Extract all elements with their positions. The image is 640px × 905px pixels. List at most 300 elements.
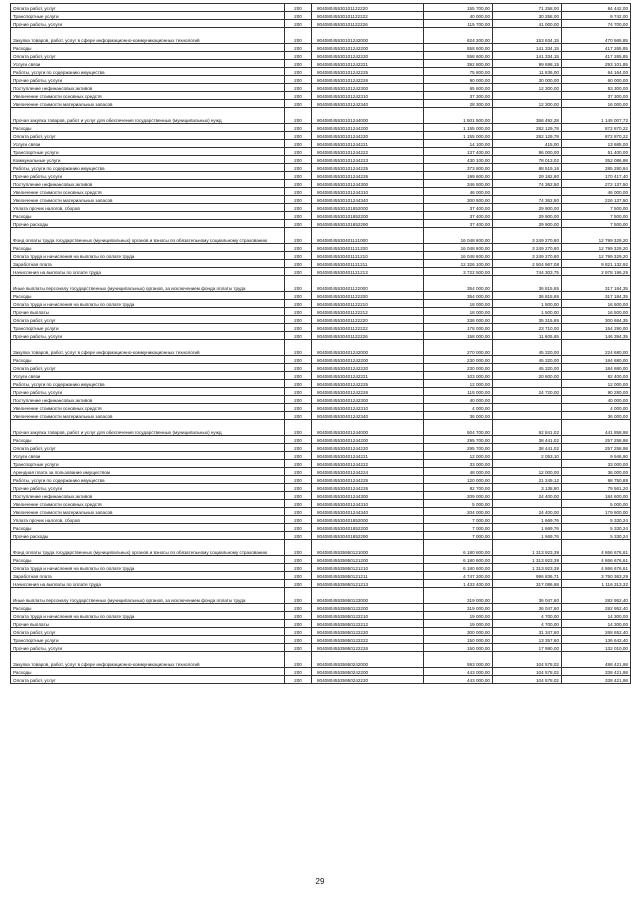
budget-execution-table <box>10 3 631 684</box>
approved-appropriations: 1 155 000,00 <box>424 132 493 140</box>
table-row <box>11 292 631 300</box>
line-item-name: Увеличение стоимости основных средств <box>11 92 285 100</box>
line-item-name: Заработная плата <box>11 260 285 268</box>
line-code: 200 <box>285 340 312 356</box>
line-item-name: Увеличение стоимости основных средств <box>11 404 285 412</box>
line-code: 200 <box>285 124 312 132</box>
line-item-name: Закупка товаров, работ, услуг в сфере информационно-коммуникационных технологий <box>11 28 285 44</box>
approved-appropriations: 14 100,00 <box>424 140 493 148</box>
line-code: 200 <box>285 68 312 76</box>
line-item-name: Прочие расходы <box>11 532 285 540</box>
budget-classification-code: 80408045530401121200 <box>312 244 424 252</box>
budget-classification-code: 80408045530101242220 <box>312 52 424 60</box>
approved-appropriations: 593 000,00 <box>424 652 493 668</box>
table-row <box>11 460 631 468</box>
approved-appropriations: 65 600,00 <box>424 84 493 92</box>
budget-classification-code: 80408045530401122200 <box>312 292 424 300</box>
table-row <box>11 452 631 460</box>
line-item-name: Оплата работ, услуг <box>11 676 285 684</box>
table-row <box>11 612 631 620</box>
budget-classification-code: 80408045530401242000 <box>312 340 424 356</box>
budget-classification-code: 80408045530401852200 <box>312 524 424 532</box>
budget-classification-code: 80408045530401122220 <box>312 316 424 324</box>
table-row <box>11 492 631 500</box>
approved-appropriations: 82 700,00 <box>424 484 493 492</box>
budget-classification-code: 80408045530401852290 <box>312 532 424 540</box>
line-code: 200 <box>285 44 312 52</box>
table-row <box>11 300 631 308</box>
budget-classification-code: 80408045535950122220 <box>312 628 424 636</box>
line-item-name: Поступление нефинансовых активов <box>11 396 285 404</box>
unexecuted-amount: 14 300,00 <box>562 620 631 628</box>
table-row <box>11 412 631 420</box>
line-item-name: Оплата труда и начисления на выплаты по оплате труда <box>11 252 285 260</box>
unexecuted-amount: 5 330,24 <box>562 532 631 540</box>
approved-appropriations: 37 400,00 <box>424 220 493 228</box>
budget-classification-code: 80408045530401244225 <box>312 476 424 484</box>
line-item-name: Поступление нефинансовых активов <box>11 492 285 500</box>
line-item-name: Услуги связи <box>11 60 285 68</box>
executed-amount: 74 362,50 <box>493 180 562 188</box>
approved-appropriations: 18 000,00 <box>424 300 493 308</box>
approved-appropriations: 178 000,00 <box>424 324 493 332</box>
approved-appropriations: 7 000,00 <box>424 516 493 524</box>
unexecuted-amount: 224 680,00 <box>562 340 631 356</box>
line-item-name: Увеличение стоимости основных средств <box>11 188 285 196</box>
line-item-name: Фонд оплаты труда государственных (муниципальных) органов и взносы по обязательному социальному страхованию <box>11 540 285 556</box>
line-item-name: Транспортные услуги <box>11 636 285 644</box>
line-item-name: Уплата прочих налогов, сборов <box>11 516 285 524</box>
budget-classification-code: 80408045530101242225 <box>312 68 424 76</box>
table-row <box>11 668 631 676</box>
approved-appropriations: 558 600,00 <box>424 52 493 60</box>
line-code: 200 <box>285 292 312 300</box>
table-row <box>11 172 631 180</box>
unexecuted-amount: 33 000,00 <box>562 460 631 468</box>
table-row <box>11 308 631 316</box>
unexecuted-amount: 154 290,00 <box>562 324 631 332</box>
unexecuted-amount: 5 000,00 <box>562 500 631 508</box>
executed-amount: 71 258,00 <box>493 4 562 12</box>
table-row <box>11 500 631 508</box>
table-row <box>11 340 631 356</box>
executed-amount: 23 710,00 <box>493 324 562 332</box>
approved-appropriations: 48 000,00 <box>424 468 493 476</box>
budget-classification-code: 80408045530101244200 <box>312 124 424 132</box>
line-code: 200 <box>285 316 312 324</box>
table-row <box>11 572 631 580</box>
budget-classification-code: 80408045530101242200 <box>312 44 424 52</box>
table-row <box>11 588 631 604</box>
budget-classification-code: 80408045530401122222 <box>312 324 424 332</box>
line-code: 200 <box>285 492 312 500</box>
table-row <box>11 644 631 652</box>
executed-amount: 1 669,76 <box>493 532 562 540</box>
line-item-name: Увеличение стоимости основных средств <box>11 500 285 508</box>
executed-amount: 24 400,00 <box>493 508 562 516</box>
line-item-name: Начисления на выплаты по оплате труда <box>11 580 285 588</box>
table-row <box>11 484 631 492</box>
table-row <box>11 108 631 124</box>
approved-appropriations: 354 000,00 <box>424 276 493 292</box>
executed-amount: 45 320,00 <box>493 340 562 356</box>
table-row <box>11 148 631 156</box>
line-item-name: Расходы <box>11 244 285 252</box>
line-code: 200 <box>285 156 312 164</box>
line-item-name: Расходы <box>11 356 285 364</box>
unexecuted-amount: 36 000,00 <box>562 468 631 476</box>
line-code: 200 <box>285 460 312 468</box>
table-row <box>11 76 631 84</box>
unexecuted-amount: 7 500,00 <box>562 220 631 228</box>
line-code: 200 <box>285 500 312 508</box>
budget-classification-code: 80408045530401242300 <box>312 396 424 404</box>
line-item-name: Прочая закупка товаров, работ и услуг для обеспечения государственных (муниципальных) нужд <box>11 108 285 124</box>
table-row <box>11 468 631 476</box>
budget-classification-code: 80408045535950122212 <box>312 620 424 628</box>
executed-amount: 153 634,15 <box>493 28 562 44</box>
line-code: 200 <box>285 508 312 516</box>
executed-amount: 1 313 923,39 <box>493 540 562 556</box>
budget-classification-code: 80408045530101852290 <box>312 220 424 228</box>
table-row <box>11 364 631 372</box>
approved-appropriations: 150 000,00 <box>424 644 493 652</box>
line-item-name: Расходы <box>11 556 285 564</box>
budget-classification-code: 80408045535950121210 <box>312 564 424 572</box>
executed-amount: 4 700,00 <box>493 620 562 628</box>
line-code: 200 <box>285 92 312 100</box>
budget-classification-code: 80408045530101244300 <box>312 180 424 188</box>
table-row <box>11 636 631 644</box>
line-code: 200 <box>285 140 312 148</box>
table-row <box>11 540 631 556</box>
unexecuted-amount: 84 442,00 <box>562 4 631 12</box>
approved-appropriations: 28 300,00 <box>424 100 493 108</box>
line-code: 200 <box>285 420 312 436</box>
line-item-name: Коммунальные услуги <box>11 156 285 164</box>
budget-classification-code: 80408045530101244000 <box>312 108 424 124</box>
approved-appropriations: 300 000,00 <box>424 628 493 636</box>
approved-appropriations: 209 000,00 <box>424 492 493 500</box>
table-row <box>11 52 631 60</box>
budget-classification-code: 80408045535950242000 <box>312 652 424 668</box>
approved-appropriations: 16 048 600,00 <box>424 244 493 252</box>
budget-classification-code: 80408045530401122212 <box>312 308 424 316</box>
budget-classification-code: 80408045535950122226 <box>312 644 424 652</box>
budget-classification-code: 80408045530101244221 <box>312 140 424 148</box>
approved-appropriations: 230 000,00 <box>424 364 493 372</box>
line-item-name: Прочие работы, услуги <box>11 484 285 492</box>
line-code: 200 <box>285 532 312 540</box>
budget-classification-code: 80408045530401242225 <box>312 380 424 388</box>
unexecuted-amount: 4 866 676,61 <box>562 540 631 556</box>
approved-appropriations: 319 000,00 <box>424 588 493 604</box>
unexecuted-amount: 98 750,88 <box>562 476 631 484</box>
line-code: 200 <box>285 300 312 308</box>
unexecuted-amount: 13 685,00 <box>562 140 631 148</box>
unexecuted-amount: 53 300,00 <box>562 84 631 92</box>
line-item-name: Расходы <box>11 668 285 676</box>
executed-amount: 12 000,00 <box>493 468 562 476</box>
budget-classification-code: 80408045535950122000 <box>312 588 424 604</box>
approved-appropriations: 346 500,00 <box>424 180 493 188</box>
executed-amount: 282 129,78 <box>493 124 562 132</box>
budget-classification-code: 80408045530401122226 <box>312 332 424 340</box>
approved-appropriations: 115 700,00 <box>424 20 493 28</box>
line-item-name: Оплата работ, услуг <box>11 132 285 140</box>
unexecuted-amount: 3 750 363,29 <box>562 572 631 580</box>
line-code: 200 <box>285 108 312 124</box>
unexecuted-amount: 146 394,35 <box>562 332 631 340</box>
executed-amount: 35 315,65 <box>493 316 562 324</box>
table-row <box>11 380 631 388</box>
unexecuted-amount: 282 952,40 <box>562 588 631 604</box>
executed-amount <box>493 92 562 100</box>
executed-amount: 1 313 923,39 <box>493 556 562 564</box>
unexecuted-amount: 184 600,00 <box>562 492 631 500</box>
approved-appropriations: 7 000,00 <box>424 532 493 540</box>
unexecuted-amount: 1 145 007,72 <box>562 108 631 124</box>
table-row <box>11 60 631 68</box>
budget-classification-code: 80408045535950122222 <box>312 636 424 644</box>
budget-classification-code: 80408045530401244200 <box>312 436 424 444</box>
approved-appropriations: 3 722 500,00 <box>424 268 493 276</box>
approved-appropriations: 558 600,00 <box>424 44 493 52</box>
line-code: 200 <box>285 324 312 332</box>
approved-appropriations: 1 155 000,00 <box>424 124 493 132</box>
approved-appropriations: 392 800,00 <box>424 60 493 68</box>
approved-appropriations: 204 000,00 <box>424 508 493 516</box>
line-code: 200 <box>285 652 312 668</box>
budget-classification-code: 80408045535950242200 <box>312 668 424 676</box>
executed-amount: 38 441,02 <box>493 444 562 452</box>
line-code: 200 <box>285 612 312 620</box>
unexecuted-amount: 272 137,50 <box>562 180 631 188</box>
executed-amount <box>493 412 562 420</box>
line-code: 200 <box>285 644 312 652</box>
budget-classification-code: 80408045530401244310 <box>312 500 424 508</box>
budget-classification-code: 80408045530101244220 <box>312 132 424 140</box>
line-item-name: Услуги связи <box>11 452 285 460</box>
unexecuted-amount: 60 000,00 <box>562 76 631 84</box>
line-item-name: Прочие работы, услуги <box>11 388 285 396</box>
executed-amount: 3 249 270,80 <box>493 244 562 252</box>
table-row <box>11 212 631 220</box>
line-code: 200 <box>285 260 312 268</box>
unexecuted-amount: 82 400,00 <box>562 372 631 380</box>
line-code: 200 <box>285 132 312 140</box>
approved-appropriations: 443 000,00 <box>424 668 493 676</box>
budget-classification-code: 80408045535950242220 <box>312 676 424 684</box>
line-item-name: Оплата работ, услуг <box>11 444 285 452</box>
line-code: 200 <box>285 580 312 588</box>
line-code: 200 <box>285 516 312 524</box>
budget-classification-code: 80408045530101242310 <box>312 92 424 100</box>
line-code: 200 <box>285 196 312 204</box>
unexecuted-amount: 136 642,40 <box>562 636 631 644</box>
line-code: 200 <box>285 540 312 556</box>
approved-appropriations: 46 000,00 <box>424 188 493 196</box>
line-item-name: Фонд оплаты труда государственных (муниципальных) органов и взносы по обязательному социальному страхованию <box>11 228 285 244</box>
line-code: 200 <box>285 468 312 476</box>
line-item-name: Оплата работ, услуг <box>11 628 285 636</box>
budget-classification-code: 80408045530401244222 <box>312 460 424 468</box>
line-code: 200 <box>285 220 312 228</box>
executed-amount: 21 249,12 <box>493 476 562 484</box>
line-code: 200 <box>285 372 312 380</box>
executed-amount: 141 334,15 <box>493 52 562 60</box>
unexecuted-amount: 338 421,98 <box>562 668 631 676</box>
approved-appropriations: 5 000,00 <box>424 500 493 508</box>
unexecuted-amount: 16 500,00 <box>562 308 631 316</box>
unexecuted-amount: 300 684,35 <box>562 316 631 324</box>
budget-classification-code: 80408045535950122200 <box>312 604 424 612</box>
unexecuted-amount: 872 870,22 <box>562 124 631 132</box>
budget-classification-code: 80408045530101242000 <box>312 28 424 44</box>
line-item-name: Прочая закупка товаров, работ и услуг для обеспечения государственных (муниципальных) нужд <box>11 420 285 436</box>
table-row <box>11 516 631 524</box>
approved-appropriations: 4 000,00 <box>424 404 493 412</box>
line-code: 200 <box>285 572 312 580</box>
table-row <box>11 140 631 148</box>
table-row <box>11 332 631 340</box>
approved-appropriations: 443 000,00 <box>424 676 493 684</box>
budget-classification-code: 80408045530101852200 <box>312 212 424 220</box>
approved-appropriations: 37 400,00 <box>424 204 493 212</box>
line-item-name: Иные выплаты персоналу государственных (муниципальных) органов, за исключением фонда оплаты труда <box>11 588 285 604</box>
executed-amount: 99 698,15 <box>493 60 562 68</box>
executed-amount: 41 000,00 <box>493 20 562 28</box>
approved-appropriations: 155 700,00 <box>424 4 493 12</box>
executed-amount: 36 047,60 <box>493 588 562 604</box>
line-item-name: Оплата труда и начисления на выплаты по оплате труда <box>11 564 285 572</box>
table-row <box>11 444 631 452</box>
approved-appropriations: 295 700,00 <box>424 436 493 444</box>
budget-classification-code: 80408045530401244221 <box>312 452 424 460</box>
budget-classification-code: 80408045530101244225 <box>312 164 424 172</box>
line-code: 200 <box>285 188 312 196</box>
executed-amount: 17 990,00 <box>493 644 562 652</box>
line-code: 200 <box>285 604 312 612</box>
executed-amount: 88 519,16 <box>493 164 562 172</box>
approved-appropriations: 6 180 600,00 <box>424 540 493 556</box>
line-item-name: Оплата работ, услуг <box>11 316 285 324</box>
executed-amount: 36 815,65 <box>493 276 562 292</box>
budget-classification-code: 80408045530401242220 <box>312 364 424 372</box>
table-row <box>11 524 631 532</box>
unexecuted-amount: 16 500,00 <box>562 300 631 308</box>
budget-classification-code: 80408045530101244340 <box>312 196 424 204</box>
executed-amount: 415,00 <box>493 140 562 148</box>
unexecuted-amount: 257 258,98 <box>562 436 631 444</box>
line-item-name: Транспортные услуги <box>11 148 285 156</box>
unexecuted-amount: 417 265,85 <box>562 44 631 52</box>
unexecuted-amount: 7 500,00 <box>562 204 631 212</box>
unexecuted-amount: 9 742,00 <box>562 12 631 20</box>
table-row <box>11 556 631 564</box>
table-row <box>11 324 631 332</box>
unexecuted-amount: 417 265,85 <box>562 52 631 60</box>
executed-amount: 1 313 923,39 <box>493 564 562 572</box>
approved-appropriations: 150 000,00 <box>424 636 493 644</box>
table-row <box>11 404 631 412</box>
budget-classification-code: 80408045530401121210 <box>312 252 424 260</box>
budget-classification-code: 80408045530401121000 <box>312 228 424 244</box>
line-item-name: Прочие работы, услуги <box>11 332 285 340</box>
unexecuted-amount: 9 821 132,92 <box>562 260 631 268</box>
line-code: 200 <box>285 356 312 364</box>
executed-amount: 45 320,00 <box>493 356 562 364</box>
unexecuted-amount: 12 799 329,20 <box>562 244 631 252</box>
approved-appropriations: 36 000,00 <box>424 412 493 420</box>
budget-classification-code: 80408045530401122000 <box>312 276 424 292</box>
line-item-name: Услуги связи <box>11 372 285 380</box>
budget-classification-code: 80408045535950121213 <box>312 580 424 588</box>
line-code: 200 <box>285 668 312 676</box>
executed-amount: 3 249 270,80 <box>493 228 562 244</box>
budget-classification-code: 80408045530101242300 <box>312 84 424 92</box>
table-row <box>11 396 631 404</box>
line-code: 200 <box>285 76 312 84</box>
line-code: 200 <box>285 364 312 372</box>
approved-appropriations: 19 000,00 <box>424 620 493 628</box>
budget-classification-code: 80408045530401122210 <box>312 300 424 308</box>
line-item-name: Оплата работ, услуг <box>11 4 285 12</box>
budget-classification-code: 80408045530401242221 <box>312 372 424 380</box>
line-item-name: Работы, услуги по содержанию имущества <box>11 476 285 484</box>
approved-appropriations: 16 048 600,00 <box>424 252 493 260</box>
unexecuted-amount: 51 400,00 <box>562 148 631 156</box>
line-code: 200 <box>285 60 312 68</box>
executed-amount: 1 669,76 <box>493 524 562 532</box>
table-row <box>11 4 631 12</box>
executed-amount: 3 249 270,80 <box>493 252 562 260</box>
line-item-name: Увеличение стоимости материальных запасов <box>11 508 285 516</box>
executed-amount: 104 578,02 <box>493 676 562 684</box>
executed-amount: 317 086,68 <box>493 580 562 588</box>
line-code: 200 <box>285 404 312 412</box>
budget-classification-code: 80408045530101852000 <box>312 204 424 212</box>
unexecuted-amount: 12 799 329,20 <box>562 228 631 244</box>
line-code: 200 <box>285 676 312 684</box>
budget-classification-code: 80408045530401244340 <box>312 508 424 516</box>
line-code: 200 <box>285 28 312 44</box>
line-item-name: Закупка товаров, работ, услуг в сфере информационно-коммуникационных технологий <box>11 340 285 356</box>
executed-amount: 78 013,02 <box>493 156 562 164</box>
approved-appropriations: 300 500,00 <box>424 196 493 204</box>
line-item-name: Поступление нефинансовых активов <box>11 180 285 188</box>
line-item-name: Оплата работ, услуг <box>11 52 285 60</box>
line-item-name: Расходы <box>11 524 285 532</box>
line-code: 200 <box>285 84 312 92</box>
table-row <box>11 12 631 20</box>
executed-amount: 45 320,00 <box>493 364 562 372</box>
executed-amount: 104 578,02 <box>493 652 562 668</box>
executed-amount: 36 047,60 <box>493 604 562 612</box>
line-code: 200 <box>285 564 312 572</box>
budget-classification-code: 80408045530401244300 <box>312 492 424 500</box>
executed-amount: 30 000,00 <box>493 76 562 84</box>
table-row <box>11 220 631 228</box>
unexecuted-amount: 1 116 313,32 <box>562 580 631 588</box>
line-item-name: Оплата труда и начисления на выплаты по оплате труда <box>11 612 285 620</box>
approved-appropriations: 295 700,00 <box>424 444 493 452</box>
approved-appropriations: 115 000,00 <box>424 388 493 396</box>
table-row <box>11 228 631 244</box>
executed-amount: 24 720,00 <box>493 388 562 396</box>
line-item-name: Прочие работы, услуги <box>11 76 285 84</box>
line-item-name: Расходы <box>11 292 285 300</box>
